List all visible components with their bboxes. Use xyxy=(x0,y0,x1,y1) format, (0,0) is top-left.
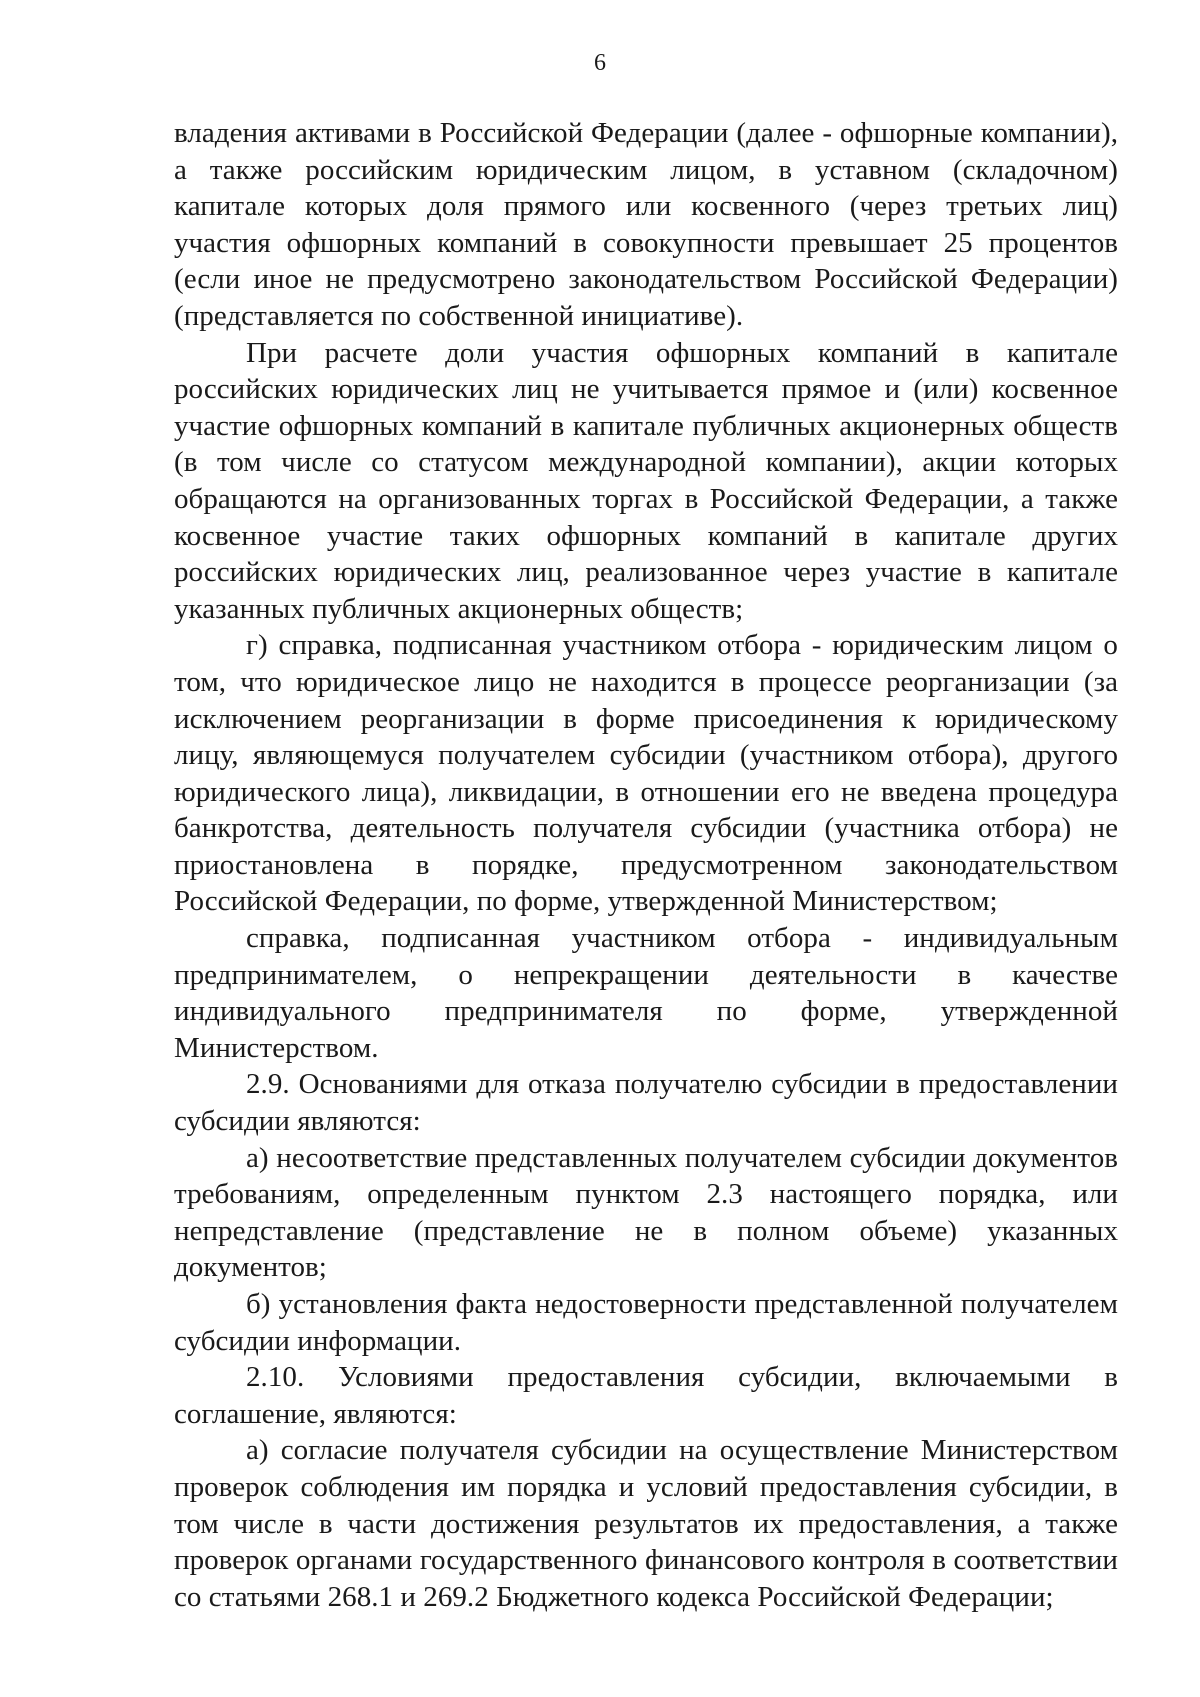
paragraph-2-9-b-false-information: б) установления факта недостоверности представленной получателем субсидии информации. xyxy=(174,1288,1118,1357)
document-body xyxy=(174,115,1118,1615)
page-number: 6 xyxy=(594,50,606,76)
paragraph-offshore-ownership-continued: владения активами в Российской Федерации (далее - офшорные компании), а также российским юридическим лицом, в уставном (складочном) капитале которых доля прямого или косвенного (через третьих лиц) участия офшорных компаний в совокупности превышает 25 процентов (если иное не предусмотрено законодательством Российской Федерации) (представляется по собственной инициативе). xyxy=(174,117,1118,332)
paragraph-2-9-a-noncompliance: а) несоответствие представленных получателем субсидии документов требованиям, определенным пунктом 2.3 настоящего порядка, или непредставление (представление не в полном объеме) указанных документов; xyxy=(174,1141,1118,1284)
paragraph-offshore-share-calculation: При расчете доли участия офшорных компаний в капитале российских юридических лиц не учитывается прямое и (или) косвенное участие офшорных компаний в капитале публичных акционерных обществ (в том числе со статусом международной компании), акции которых обращаются на организованных торгах в Российской Федерации, а также косвенное участие таких офшорных компаний в капитале других российских юридических лиц, реализованное через участие в капитале указанных публичных акционерных обществ; xyxy=(174,336,1118,625)
paragraph-2-10-a-consent-to-audits: а) согласие получателя субсидии на осуществление Министерством проверок соблюдения им порядка и условий предоставления субсидии, в том числе в части достижения результатов их предоставления, а также проверок органами государственного финансового контроля в соответствии со статьями 268.1 и 269.2 Бюджетного кодекса Российской Федерации; xyxy=(174,1434,1118,1613)
paragraph-2-9-refusal-grounds: 2.9. Основаниями для отказа получателю субсидии в предоставлении субсидии являются: xyxy=(174,1068,1118,1138)
paragraph-2-10-conditions: 2.10. Условиями предоставления субсидии, включаемыми в соглашение, являются: xyxy=(174,1361,1118,1430)
paragraph-g-legal-entity-certificate: г) справка, подписанная участником отбора - юридическим лицом о том, что юридическое лицо не находится в процессе реорганизации (за исключением реорганизации в форме присоединения к юридическому лицу, являющемуся получателем субсидии (участником отбора), другого юридического лица), ликвидации, в отношении его не введена процедура банкротства, деятельность получателя субсидии (участника отбора) не приостановлена в порядке, предусмотренном законодательством Российской Федерации, по форме, утвержденной Министерством; xyxy=(174,629,1118,918)
paragraph-entrepreneur-certificate: справка, подписанная участником отбора - индивидуальным предпринимателем, о непрекращении деятельности в качестве индивидуального предпринимателя по форме, утвержденной Министерством. xyxy=(174,922,1118,1064)
